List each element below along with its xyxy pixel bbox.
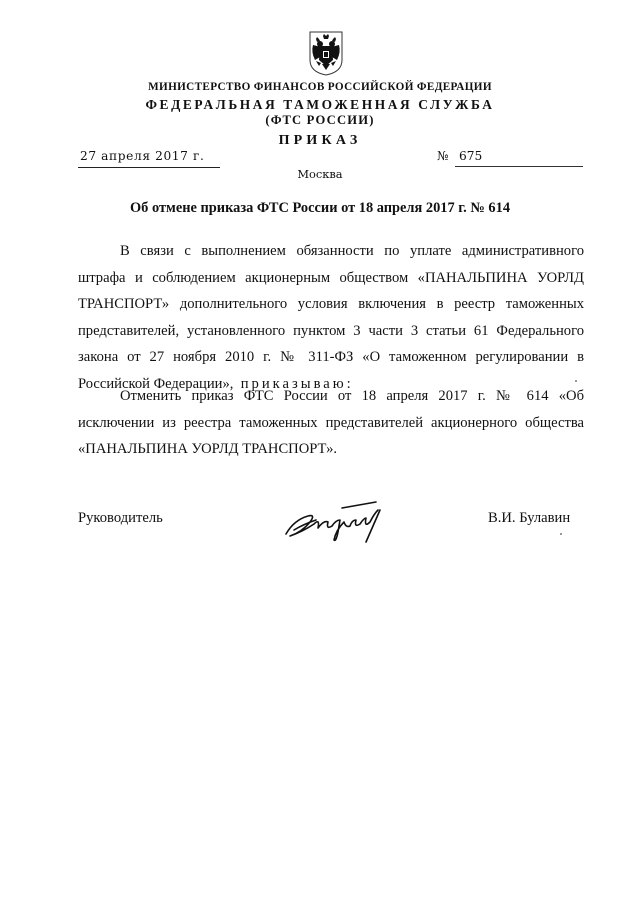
scan-artifact-dot [575,380,577,382]
order-date: 27 апреля 2017 г. [80,149,205,163]
service-name: ФЕДЕРАЛЬНАЯ ТАМОЖЕННАЯ СЛУЖБА [145,97,495,112]
city: Москва [297,167,343,181]
document-type-title: ПРИКАЗ [278,133,362,148]
order-subject: Об отмене приказа ФТС России от 18 апреля 2017 г. № 614 [129,200,511,216]
russian-coat-of-arms-icon [308,30,344,76]
body-paragraph-1 [78,238,584,397]
ministry-name: МИНИСТЕРСТВО ФИНАНСОВ РОССИЙСКОЙ ФЕДЕРАЦИИ [148,81,492,93]
scan-artifact-dot [560,533,562,535]
signatory-role: Руководитель [78,510,163,526]
order-number-field [437,149,583,167]
signatory-name: В.И. Булавин [488,510,571,526]
body-paragraph-2 [78,383,584,463]
order-word: приказываю: [240,375,354,392]
service-abbreviation: (ФТС РОССИИ) [265,113,375,127]
handwritten-signature-icon [280,498,395,544]
order-date-field [78,149,220,168]
paragraph-2-text: Отменить приказ ФТС России от 18 апреля 2017 г. № 614 «Об исключении из реестра таможенных представителей акционерного общества «ПАНАЛЬПИНА УОРЛД ТРАНСПОРТ». [78,388,584,457]
paragraph-1-text: В связи с выполнением обязанности по уплате административного штрафа и соблюдением акционерным обществом «ПАНАЛЬПИНА УОРЛД ТРАНСПОРТ» дополнительного условия включения в реестр таможенных представителей, установленного пунктом 3 части 3 статьи 61 Федерального закона от 27 ноября 2010 г. № 311-ФЗ «О таможенном регулировании в Российской Федерации», [78,243,584,392]
number-sign: № [437,149,449,163]
order-number: 675 [459,149,483,163]
